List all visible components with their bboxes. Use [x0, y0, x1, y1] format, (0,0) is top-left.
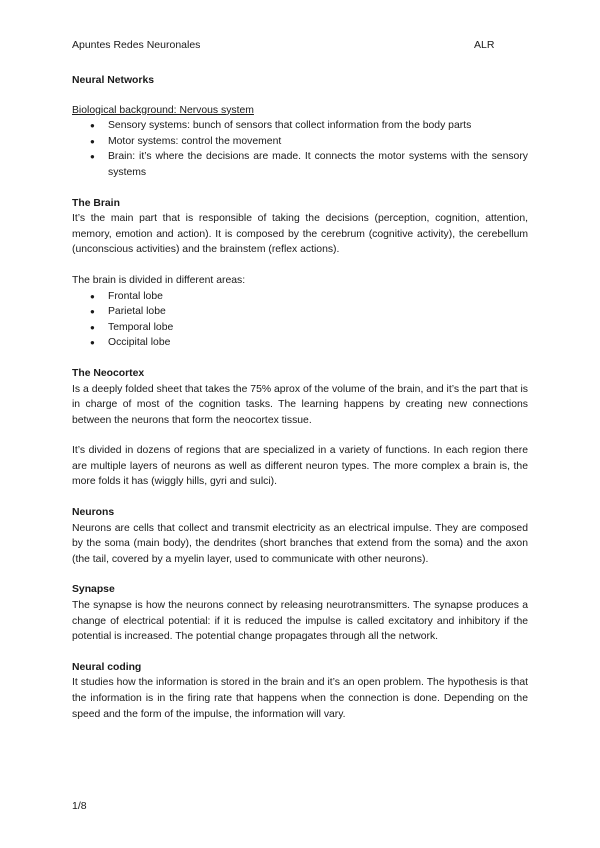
brain-paragraph-2: The brain is divided in different areas:: [72, 274, 246, 286]
bullet-icon: ●: [90, 152, 95, 162]
list-item: ● Brain: it’s where the decisions are made. It connects the motor systems with the sensory systems: [90, 151, 528, 178]
brain-areas-list: [72, 289, 528, 351]
document-body: [72, 73, 528, 722]
neocortex-paragraph-1: Is a deeply folded sheet that takes the 75% aprox of the volume of the brain, and it’s the part that is in charge of most of the cognition tasks. The learning happens by creating new connections between the neurons that form the neocortex tissue.: [72, 383, 528, 426]
neurons-paragraph: Neurons are cells that collect and transmit electricity as an electrical impulse. They are composed by the soma (main body), the dendrites (short branches that extend from the soma) and the axon (the tail, covered by a myelin layer, used to communicate with other neurons).: [72, 522, 528, 565]
list-item: ● Motor systems: control the movement: [108, 134, 528, 150]
bio-subtitle: Biological background: Nervous system: [72, 104, 254, 116]
section-heading-neurons: Neurons: [72, 507, 115, 519]
section-heading-coding: Neural coding: [72, 661, 142, 673]
coding-paragraph: It studies how the information is stored in the brain and it’s an open problem. The hypothesis is that the information is in the firing rate that happens when the connection is done. Depending on the speed and the form of the impulse, the information will vary.: [72, 677, 528, 720]
bio-list: [72, 118, 528, 180]
section-heading-synapse: Synapse: [72, 584, 115, 596]
bullet-icon: ●: [90, 291, 95, 301]
list-item: ● Occipital lobe: [108, 335, 528, 351]
header-title: Apuntes Redes Neuronales: [72, 39, 201, 51]
list-item: ● Frontal lobe: [108, 289, 528, 305]
section-heading-neocortex: The Neocortex: [72, 367, 145, 379]
document-title: Neural Networks: [72, 75, 154, 86]
synapse-paragraph: The synapse is how the neurons connect by releasing neurotransmitters. The synapse produces a change of electrical potential: if it is reduced the impulse is called excitatory and inhibitory if the potential is increased. The potential change propagates through all the network.: [72, 600, 528, 643]
bullet-icon: ●: [90, 322, 95, 332]
brain-paragraph-1: It’s the main part that is responsible of taking the decisions (perception, cognition, attention, memory, emotion and action). It is composed by the cerebrum (cognitive activity), the cerebellum (unconscious activities) and the brainstem (reflex actions).: [72, 213, 528, 256]
bullet-icon: ●: [90, 121, 95, 131]
bullet-icon: ●: [90, 307, 95, 317]
bullet-icon: ●: [90, 136, 95, 146]
header-initials: ALR: [474, 39, 495, 51]
page-number: 1/8: [72, 800, 87, 812]
section-heading-brain: The Brain: [72, 197, 120, 209]
neocortex-paragraph-2: It’s divided in dozens of regions that are specialized in a variety of functions. In each region there are multiple layers of neurons as well as different neuron types. The more complex a brain is, the more folds it has (wiggly hills, gyri and sulci).: [72, 445, 528, 488]
bullet-icon: ●: [90, 338, 95, 348]
list-item: ● Temporal lobe: [108, 320, 528, 336]
list-item: ● Sensory systems: bunch of sensors that collect information from the body parts: [108, 118, 528, 134]
list-item: ● Parietal lobe: [108, 304, 528, 320]
